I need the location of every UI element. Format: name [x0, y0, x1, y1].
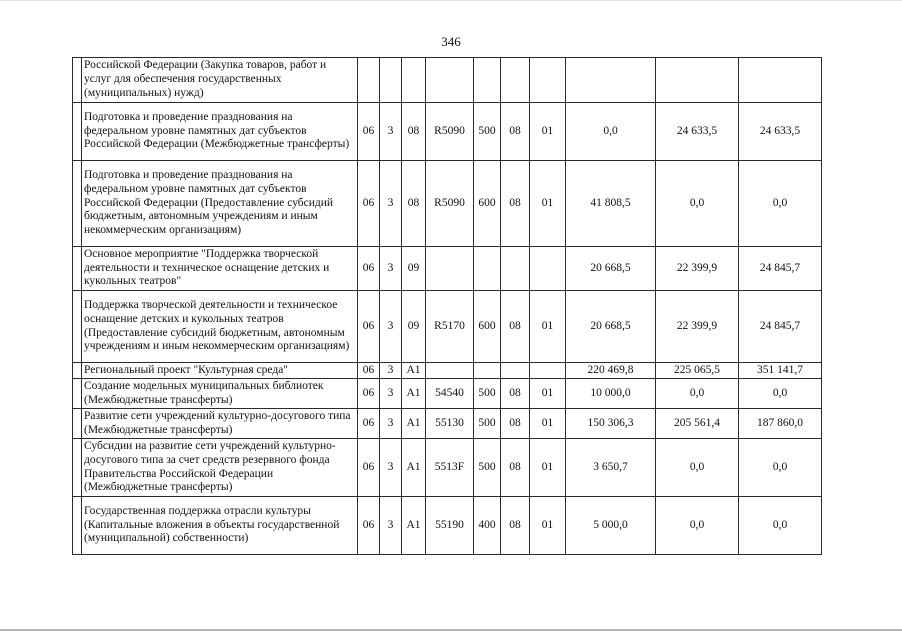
- row-name: Субсидии на развитие сети учреждений культурно-досугового типа за счет средств резервного фонда Правительства Российской Федерации (Межбюджетные трансферты): [82, 439, 358, 497]
- subprogram-code: [380, 58, 402, 103]
- table-row: [73, 161, 822, 247]
- row-index-cell: [73, 58, 82, 103]
- program-code: 06: [358, 409, 380, 439]
- subprogram-code: 3: [380, 409, 402, 439]
- activity-code: A1: [402, 497, 426, 555]
- subsection-code: [530, 363, 566, 379]
- amount-year-1: 150 306,3: [566, 409, 656, 439]
- activity-code: 08: [402, 103, 426, 161]
- section-code: 08: [501, 291, 530, 363]
- expense-type-code: 500: [474, 439, 501, 497]
- expense-type-code: [474, 247, 501, 291]
- subprogram-code: 3: [380, 291, 402, 363]
- direction-code: [426, 363, 474, 379]
- amount-year-3: 0,0: [739, 161, 822, 247]
- page-number: 346: [441, 34, 461, 49]
- row-name: Поддержка творческой деятельности и техническое оснащение детских и кукольных театров (Предоставление субсидий бюджетным, автономным учреждениям и иным некоммерческим организациям): [82, 291, 358, 363]
- subsection-code: 01: [530, 103, 566, 161]
- row-index-cell: [73, 363, 82, 379]
- activity-code: [402, 58, 426, 103]
- subsection-code: 01: [530, 291, 566, 363]
- table-row: [73, 103, 822, 161]
- direction-code: 54540: [426, 379, 474, 409]
- program-code: 06: [358, 379, 380, 409]
- row-name: Российской Федерации (Закупка товаров, работ и услуг для обеспечения государственных (муниципальных) нужд): [82, 58, 358, 103]
- activity-code: 09: [402, 291, 426, 363]
- amount-year-1: 5 000,0: [566, 497, 656, 555]
- row-name: Создание модельных муниципальных библиотек (Межбюджетные трансферты): [82, 379, 358, 409]
- program-code: 06: [358, 161, 380, 247]
- table-row: [73, 379, 822, 409]
- section-code: 08: [501, 103, 530, 161]
- program-code: 06: [358, 439, 380, 497]
- row-index-cell: [73, 161, 82, 247]
- amount-year-2: 0,0: [656, 497, 739, 555]
- expense-type-code: [474, 58, 501, 103]
- activity-code: A1: [402, 379, 426, 409]
- direction-code: 5513F: [426, 439, 474, 497]
- section-code: 08: [501, 439, 530, 497]
- amount-year-2: [656, 58, 739, 103]
- amount-year-3: 0,0: [739, 439, 822, 497]
- row-name: Подготовка и проведение празднования на федеральном уровне памятных дат субъектов Российской Федерации (Предоставление субсидий бюджетным, автономным учреждениям и иным некоммерческим организациям): [82, 161, 358, 247]
- amount-year-1: 0,0: [566, 103, 656, 161]
- section-code: 08: [501, 161, 530, 247]
- table-row: [73, 439, 822, 497]
- subsection-code: 01: [530, 379, 566, 409]
- activity-code: 09: [402, 247, 426, 291]
- program-code: 06: [358, 291, 380, 363]
- expense-type-code: 600: [474, 161, 501, 247]
- row-index-cell: [73, 379, 82, 409]
- subsection-code: 01: [530, 497, 566, 555]
- program-code: [358, 58, 380, 103]
- amount-year-3: 24 845,7: [739, 247, 822, 291]
- table-row: [73, 497, 822, 555]
- amount-year-3: 24 845,7: [739, 291, 822, 363]
- row-index-cell: [73, 291, 82, 363]
- table-body: [73, 58, 822, 555]
- table-row: [73, 247, 822, 291]
- expense-type-code: 400: [474, 497, 501, 555]
- section-code: 08: [501, 497, 530, 555]
- row-name: Государственная поддержка отрасли культуры (Капитальные вложения в объекты государственной (муниципальной) собственности): [82, 497, 358, 555]
- subprogram-code: 3: [380, 363, 402, 379]
- amount-year-3: 351 141,7: [739, 363, 822, 379]
- amount-year-2: 225 065,5: [656, 363, 739, 379]
- row-index-cell: [73, 439, 82, 497]
- row-index-cell: [73, 409, 82, 439]
- amount-year-3: 24 633,5: [739, 103, 822, 161]
- amount-year-1: 10 000,0: [566, 379, 656, 409]
- amount-year-1: 41 808,5: [566, 161, 656, 247]
- subprogram-code: 3: [380, 497, 402, 555]
- expense-type-code: 600: [474, 291, 501, 363]
- direction-code: [426, 58, 474, 103]
- subprogram-code: 3: [380, 247, 402, 291]
- amount-year-2: 0,0: [656, 439, 739, 497]
- section-code: 08: [501, 379, 530, 409]
- row-name: Развитие сети учреждений культурно-досугового типа (Межбюджетные трансферты): [82, 409, 358, 439]
- amount-year-2: 205 561,4: [656, 409, 739, 439]
- subprogram-code: 3: [380, 379, 402, 409]
- direction-code: R5090: [426, 161, 474, 247]
- amount-year-1: 20 668,5: [566, 291, 656, 363]
- amount-year-2: 24 633,5: [656, 103, 739, 161]
- scan-top-edge: [0, 0, 902, 1]
- direction-code: 55190: [426, 497, 474, 555]
- row-name: Региональный проект "Культурная среда": [82, 363, 358, 379]
- program-code: 06: [358, 247, 380, 291]
- amount-year-3: 0,0: [739, 497, 822, 555]
- table-row: [73, 58, 822, 103]
- amount-year-1: [566, 58, 656, 103]
- direction-code: [426, 247, 474, 291]
- subsection-code: [530, 247, 566, 291]
- expense-type-code: [474, 363, 501, 379]
- direction-code: 55130: [426, 409, 474, 439]
- subprogram-code: 3: [380, 103, 402, 161]
- amount-year-3: 187 860,0: [739, 409, 822, 439]
- row-name: Подготовка и проведение празднования на федеральном уровне памятных дат субъектов Российской Федерации (Межбюджетные трансферты): [82, 103, 358, 161]
- amount-year-1: 3 650,7: [566, 439, 656, 497]
- amount-year-3: [739, 58, 822, 103]
- activity-code: 08: [402, 161, 426, 247]
- section-code: [501, 58, 530, 103]
- page-bottom-rule: [0, 629, 902, 631]
- program-code: 06: [358, 103, 380, 161]
- amount-year-1: 20 668,5: [566, 247, 656, 291]
- row-index-cell: [73, 497, 82, 555]
- subsection-code: [530, 58, 566, 103]
- section-code: [501, 363, 530, 379]
- amount-year-1: 220 469,8: [566, 363, 656, 379]
- row-name: Основное мероприятие "Поддержка творческой деятельности и техническое оснащение детских и кукольных театров": [82, 247, 358, 291]
- expense-type-code: 500: [474, 379, 501, 409]
- program-code: 06: [358, 497, 380, 555]
- table-row: [73, 363, 822, 379]
- row-index-cell: [73, 247, 82, 291]
- amount-year-3: 0,0: [739, 379, 822, 409]
- amount-year-2: 0,0: [656, 379, 739, 409]
- expense-type-code: 500: [474, 409, 501, 439]
- activity-code: A1: [402, 409, 426, 439]
- row-index-cell: [73, 103, 82, 161]
- subsection-code: 01: [530, 439, 566, 497]
- amount-year-2: 0,0: [656, 161, 739, 247]
- activity-code: A1: [402, 439, 426, 497]
- subsection-code: 01: [530, 161, 566, 247]
- section-code: [501, 247, 530, 291]
- activity-code: A1: [402, 363, 426, 379]
- amount-year-2: 22 399,9: [656, 291, 739, 363]
- table-row: [73, 409, 822, 439]
- direction-code: R5090: [426, 103, 474, 161]
- subprogram-code: 3: [380, 161, 402, 247]
- section-code: 08: [501, 409, 530, 439]
- direction-code: R5170: [426, 291, 474, 363]
- program-code: 06: [358, 363, 380, 379]
- amount-year-2: 22 399,9: [656, 247, 739, 291]
- table-row: [73, 291, 822, 363]
- expense-type-code: 500: [474, 103, 501, 161]
- subsection-code: 01: [530, 409, 566, 439]
- subprogram-code: 3: [380, 439, 402, 497]
- budget-table: [72, 57, 822, 555]
